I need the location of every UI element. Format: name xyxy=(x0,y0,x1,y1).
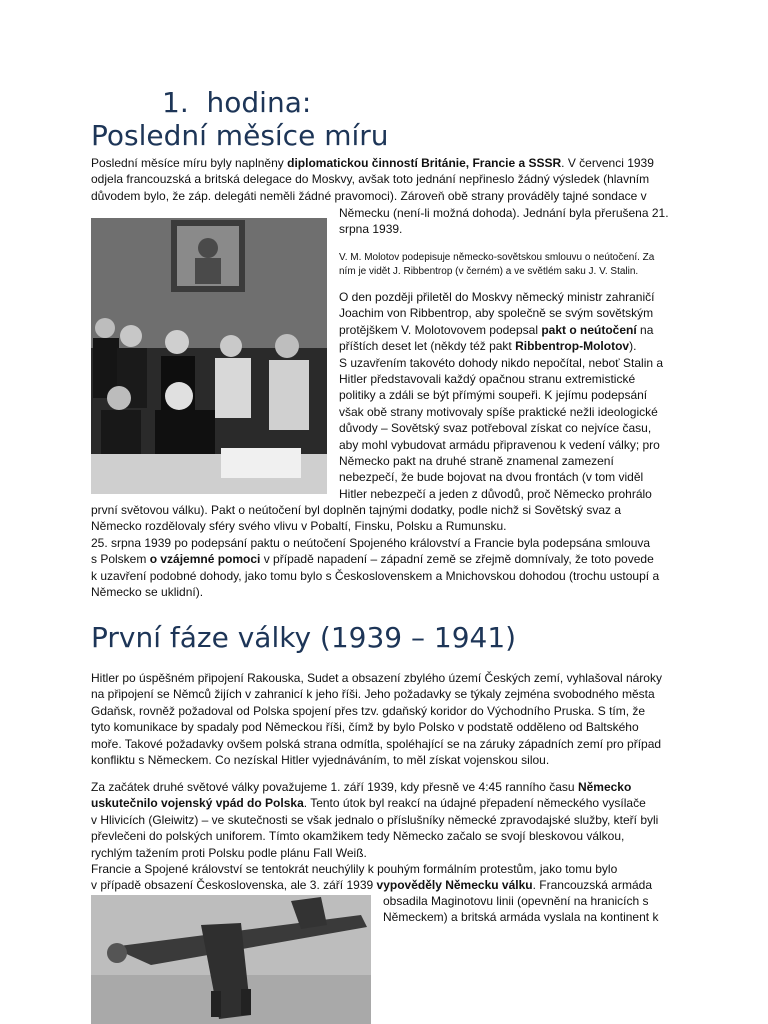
text-line xyxy=(383,893,658,909)
text-segment: konfliktu s Německem. Co nezískal Hitler vyjednáváním, to měl získat vojenskou silou. xyxy=(91,753,550,768)
text-line xyxy=(91,779,658,795)
text-segment: příštích deset let (někdy též pakt xyxy=(339,339,516,354)
text-segment: obsadila Maginotovu linii (opevnění na hranicích s xyxy=(383,894,649,908)
text-segment: v případě obsazení Československa, ale 3. září 1939 xyxy=(91,878,377,893)
text-segment: s Polskem xyxy=(91,552,150,567)
text-line xyxy=(91,535,659,551)
text-segment: nebezpečí, že bude bojovat na dvou frontách (v tom viděl xyxy=(339,470,644,485)
text-segment: Německo se uklidní). xyxy=(91,585,204,600)
right-column-text-1 xyxy=(339,205,669,238)
text-line xyxy=(91,752,662,768)
chapter-heading-number: 1. hodina: xyxy=(162,86,312,119)
text-line xyxy=(339,338,663,354)
text-segment: v Hlivicích (Gleiwitz) – ve skutečnosti se však jednalo o příslušníky německé zpravodajské služby, kteří byli xyxy=(91,812,659,827)
text-segment: Joachim von Ribbentrop, aby společně se svým sovětským xyxy=(339,306,654,321)
text-line xyxy=(339,437,663,453)
text-segment: Hitler představovali každý opačnou stranu extremistické xyxy=(339,372,636,387)
text-line xyxy=(339,205,669,221)
text-line xyxy=(91,812,658,828)
text-segment: . Tento útok byl reakcí na údajné přepadení německého vysílače xyxy=(303,796,646,811)
text-line xyxy=(339,486,663,502)
text-line xyxy=(91,703,662,719)
bold-text: vypověděly Německu válku xyxy=(376,878,533,893)
text-line xyxy=(383,909,658,925)
text-segment: převlečeni do polských uniforem. Tímto okamžikem tedy Německo začalo se svojí bleskovou válkou, xyxy=(91,829,625,844)
text-line xyxy=(91,568,659,584)
paragraph-hitler-claims xyxy=(91,670,662,768)
text-segment: srpna 1939. xyxy=(339,222,403,237)
text-line xyxy=(339,469,663,485)
text-segment: Německo pakt na druhé straně znamenal zamezení xyxy=(339,454,614,469)
text-segment: . V červenci 1939 xyxy=(561,156,654,170)
text-line xyxy=(91,719,662,735)
text-segment: O den později přiletěl do Moskvy německý ministr zahraničí xyxy=(339,290,655,304)
text-line xyxy=(91,188,654,204)
intro-paragraph xyxy=(91,155,654,204)
text-segment: . Francouzská armáda xyxy=(532,878,652,893)
text-segment: rychlým tažením proti Polsku podle plánu Fall Weiß. xyxy=(91,845,367,860)
right-column-text-3 xyxy=(383,893,658,926)
text-segment: Hitler nebezpečí a jeden z důvodů, proč Německo prohrálo xyxy=(339,486,652,501)
text-line xyxy=(91,171,654,187)
photo-caption: V. M. Molotov podepisuje německo-sovětskou smlouvu o neútočení. Za ním je vidět J. Ribbentrop (v černém) a ve světlém saku J. V. Stalin. xyxy=(339,252,655,277)
text-segment: důvody – Sovětský svaz potřeboval získat co nejvíce času, xyxy=(339,421,652,436)
text-line xyxy=(91,877,658,893)
text-line xyxy=(339,289,663,305)
text-line xyxy=(91,736,662,752)
paragraph-pact xyxy=(91,502,659,600)
stuka-plane-photo xyxy=(91,895,371,1024)
bold-text: o vzájemné pomoci xyxy=(149,552,261,567)
bold-text: uskutečnilo vojenský vpád do Polska xyxy=(91,796,304,811)
paragraph-invasion xyxy=(91,779,658,894)
text-segment: na xyxy=(636,322,654,337)
text-segment: však obě strany motivovaly spíše praktické nežli ideologické xyxy=(339,404,658,419)
text-segment: odjela francouzská a britská delegace do Moskvy, avšak toto jednání nepřineslo žádný výsledek (hlavním xyxy=(91,172,650,187)
text-line xyxy=(91,845,658,861)
text-line xyxy=(91,670,662,686)
text-segment: Německu (není-li možná dohoda). Jednání byla přerušena 21. xyxy=(339,206,669,220)
text-line xyxy=(91,795,658,811)
text-segment: protějškem V. Molotovovem podepsal xyxy=(339,322,542,337)
text-line xyxy=(91,502,659,518)
text-segment: S uzavřením takovéto dohody nikdo nepočítal, neboť Stalin a xyxy=(339,355,664,370)
text-line xyxy=(339,221,669,237)
text-segment: první světovou válku). Pakt o neútočení byl doplněn tajnými dodatky, podle nichž si Sovětský svaz a xyxy=(91,503,622,517)
right-column-text-2 xyxy=(339,289,663,502)
text-line xyxy=(339,371,663,387)
text-segment: Německo rozdělovaly sféry svého vlivu v Pobaltí, Finsku, Polsku a Rumunsku. xyxy=(91,519,507,534)
text-line xyxy=(339,453,663,469)
chapter-title: Poslední měsíce míru xyxy=(91,119,389,152)
text-segment: Za začátek druhé světové války považujeme 1. září 1939, kdy přesně ve 4:45 ranního času xyxy=(91,780,578,794)
text-segment: aby mohl vybudovat armádu připravenou k vedení války; pro xyxy=(339,437,660,452)
text-segment: Německem) a britská armáda vyslala na kontinent k xyxy=(383,910,659,925)
text-line xyxy=(339,404,663,420)
bold-text: diplomatickou činností Británie, Francie a SSSR xyxy=(287,156,562,170)
bold-text: pakt o neútočení xyxy=(541,322,637,337)
text-segment: politiky a zdáli se být přímými soupeři. K jejímu podepsání xyxy=(339,388,648,403)
molotov-signing-photo xyxy=(91,218,327,494)
text-segment: k uzavření podobné dohody, jako tomu bylo s Československem a Mnichovskou dohodou (trochu ustoupí a xyxy=(91,568,660,583)
text-line xyxy=(91,686,662,702)
text-segment: Francie a Spojené království se tentokrát neuchýlily k pouhým formálním protestům, jako tomu bylo xyxy=(91,862,618,877)
bold-text: Ribbentrop-Molotov xyxy=(515,339,630,354)
text-line xyxy=(339,305,663,321)
text-segment: Poslední měsíce míru byly naplněny xyxy=(91,156,288,170)
text-line xyxy=(339,420,663,436)
text-line xyxy=(91,551,659,567)
text-segment: 25. srpna 1939 po podepsání paktu o neútočení Spojeného království a Francie byla podepsána smlouva xyxy=(91,535,651,550)
section-heading-first-phase: První fáze války (1939 – 1941) xyxy=(91,621,517,654)
text-line xyxy=(339,387,663,403)
text-segment: tyto komunikace by spadaly pod Německou říši, čímž by bylo Polsko v podstatě odděleno od Baltského xyxy=(91,720,639,735)
text-segment: Hitler po úspěšném připojení Rakouska, Sudet a obsazení zbylého území Českých zemí, vyhlašoval nároky xyxy=(91,671,662,685)
text-line xyxy=(339,355,663,371)
text-line xyxy=(339,322,663,338)
text-line xyxy=(91,828,658,844)
text-line xyxy=(91,518,659,534)
text-line xyxy=(91,155,654,171)
bold-text: Německo xyxy=(577,780,632,794)
text-segment: moře. Takové požadavky ovšem polská strana odmítla, spoléhající se na záruky západních zemí pro případ xyxy=(91,736,662,751)
text-segment: Gdaňsk, rovněž požadoval od Polska spojení přes tzv. gdaňský koridor do Východního Pruska. S tím, že xyxy=(91,703,646,718)
text-segment: ). xyxy=(629,339,637,354)
text-line xyxy=(91,584,659,600)
text-segment: důvodem bylo, že záp. delegáti neměli žádné pravomoci). Zároveň obě strany prováděly tajné sondace v xyxy=(91,188,647,203)
text-line xyxy=(91,861,658,877)
text-segment: v případě napadení – západní země se zřejmě domnívaly, že toto povede xyxy=(260,552,654,567)
text-segment: na připojení se Němců žijích v zahranicí k jeho říši. Jeho požadavky se týkaly zejména svobodného města xyxy=(91,687,655,702)
